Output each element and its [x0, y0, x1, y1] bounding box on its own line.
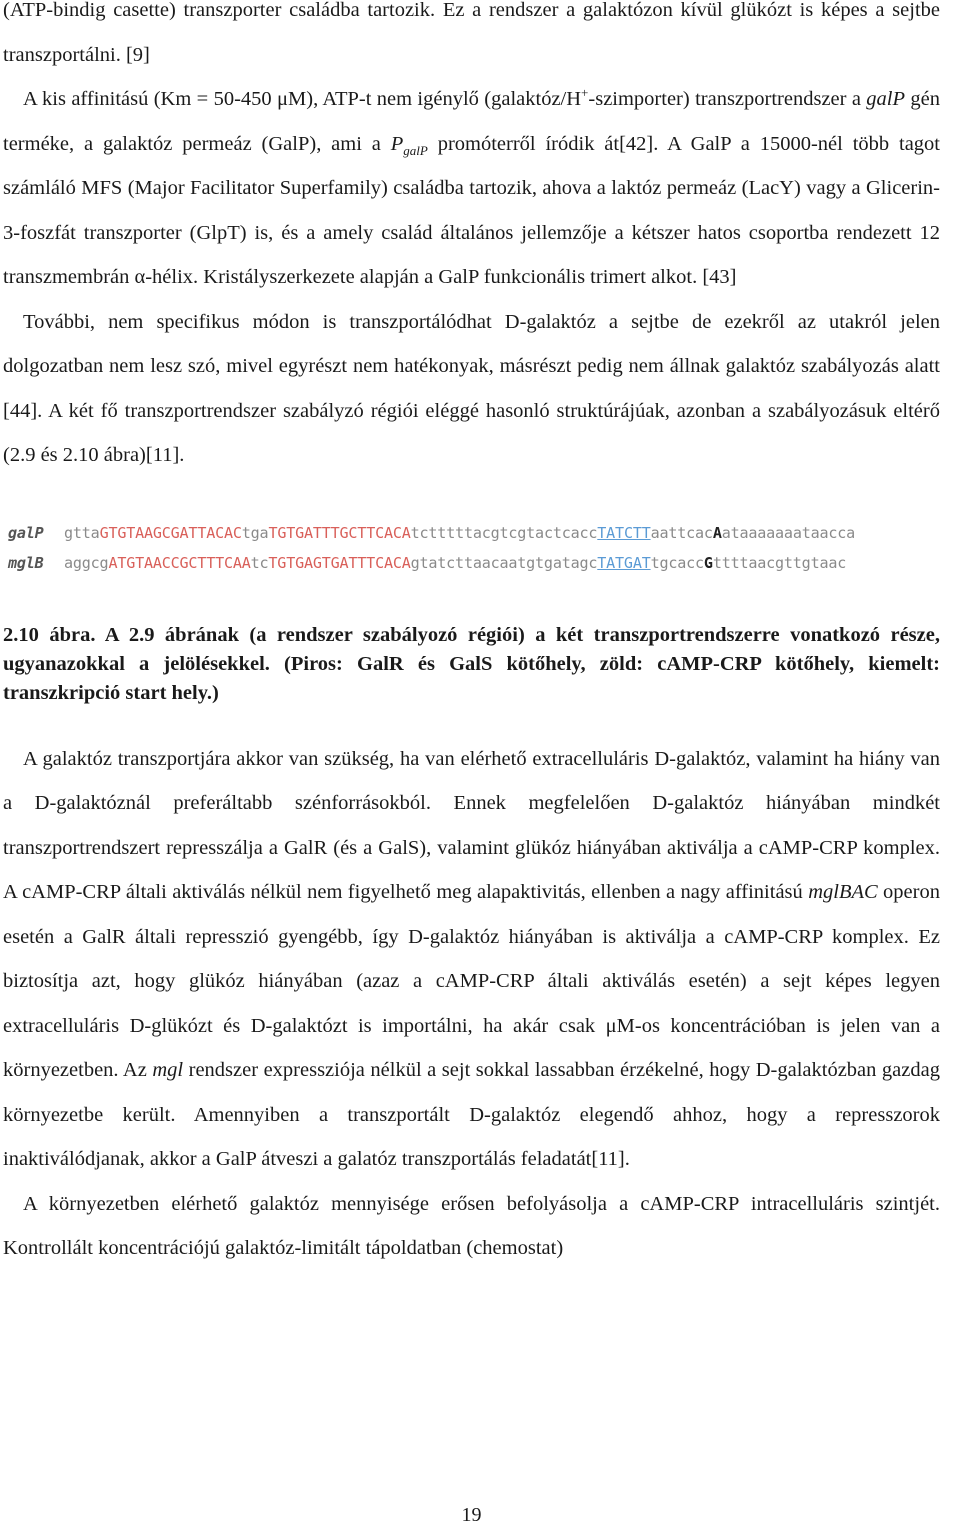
transcription-start: G: [703, 553, 713, 572]
galr-site: TGTGAGTGATTTCACA: [268, 553, 411, 572]
galr-site: ATGTAACCGCTTTCAA: [108, 553, 251, 572]
paragraph-galp-transporter: A kis affinitású (Km = 50-450 μM), ATP-t nem igénylő (galaktóz/H+-szimporter) transzportrendszer a galP gén terméke, a galaktóz permeáz (GalP), ami a $P_{galP}$ promóterről íródik át[42]. A GalP a 15000-nél több tagot számláló MFS (Major Facilitator Superfamily) családba tartozik, ahova a laktóz permeáz (LacY) vagy a Glicerin-3-foszfát transzporter (GlpT) is, és a amely család általános jellemzője a kétszer hatos csoportba rendezett 12 transzmembrán α-hélix. Kristályszerkezete alapján a GalP funkcionális trimert alkot. [43]: [3, 85, 940, 288]
transcription-start: A: [712, 523, 722, 542]
minus10-box: TATGAT: [597, 553, 651, 572]
sequence-alignment-figure: [8, 518, 960, 578]
gene-label: galP: [8, 523, 44, 542]
page-number: 19: [461, 1504, 482, 1526]
sequence-row-mglb: mglB aggcgATGTAACCGCTTTCAAtcTGTGAGTGATTTCACAgtatcttaacaatgtgatagcTATGATtgcaccGttttaacgttgtaac: [8, 548, 960, 578]
galr-site: TGTGATTTGCTTCACA: [268, 523, 411, 542]
paragraph-abc-transporter: (ATP-bindig casette) transzporter családba tartozik. Ez a rendszer a galaktózon kívül glükózt is képes a sejtbe transzportálni. [9]: [3, 0, 940, 66]
minus10-box: TATCTT: [597, 523, 651, 542]
figure-caption: 2.10 ábra. A 2.9 ábrának (a rendszer szabályozó régiói) a két transzportrendszerre vonatkozó része, ugyanazokkal a jelölésekkel. (Piros: GalR és GalS kötőhely, zöld: cAMP-CRP kötőhely, kiemelt: transzkripció start hely.): [3, 623, 940, 704]
document-page: [3, 0, 940, 1271]
paragraph-camp-crp-levels: A környezetben elérhető galaktóz mennyisége erősen befolyásolja a cAMP-CRP intracelluláris szintjét. Kontrollált koncentrációjú galaktóz-limitált tápoldatban (chemostat): [3, 1192, 940, 1259]
paragraph-nonspecific-transport: További, nem specifikus módon is transzportálódhat D-galaktóz a sejtbe de ezekről az utakról jelen dolgozatban nem lesz szó, mivel egyrészt nem hatékonyak, másrészt pedig nem állnak galaktóz szabályozás alatt [44]. A két fő transzportrendszer szabályzó régiói eléggé hasonló struktúrájúak, azonban a szabályozásuk eltérő (2.9 és 2.10 ábra)[11].: [3, 310, 940, 466]
gene-label: mglB: [8, 553, 44, 572]
galr-site: GTGTAAGCGATTACAC: [99, 523, 242, 542]
paragraph-transport-regulation: A galaktóz transzportjára akkor van szükség, ha van elérhető extracelluláris D-galaktóz, valamint ha hiány van a D-galaktóznál preferáltabb szénforrásokból. Ennek megfelelően D-galaktóz hiányában mindkét transzportrendszert represszálja a GalR (és a GalS), valamint glükóz hiányában aktiválja a cAMP-CRP komplex. A cAMP-CRP általi aktiválás nélkül nem figyelhető meg alapaktivitás, ellenben a nagy affinitású mglBAC operon esetén a GalR általi represszió gyengébb, így D-galaktóz hiányában is aktiválja a cAMP-CRP komplex. Ez biztosítja azt, hogy glükóz hiányában (azaz a cAMP-CRP általi aktiválás esetén) a sejt képes legyen extracelluláris D-glükózt és D-galaktózt is importálni, ha akár csak μM-os koncentrációban is jelen van a környezetben. Az mgl rendszer expressziója nélkül a sejt sokkal lassabban érzékelné, hogy D-galaktózban gazdag környezetbe került. Amennyiben a transzportált D-galaktóz elegendő ahhoz, hogy a represszorok inaktiválódjanak, akkor a GalP átveszi a galatóz transzportálás feladatát[11].: [3, 747, 940, 1170]
sequence-row-galp: galP gttaGTGTAAGCGATTACACtgaTGTGATTTGCTTCACAtctttttacgtcgtactcaccTATCTTaattcacAataaaaaaataacca: [8, 518, 960, 548]
